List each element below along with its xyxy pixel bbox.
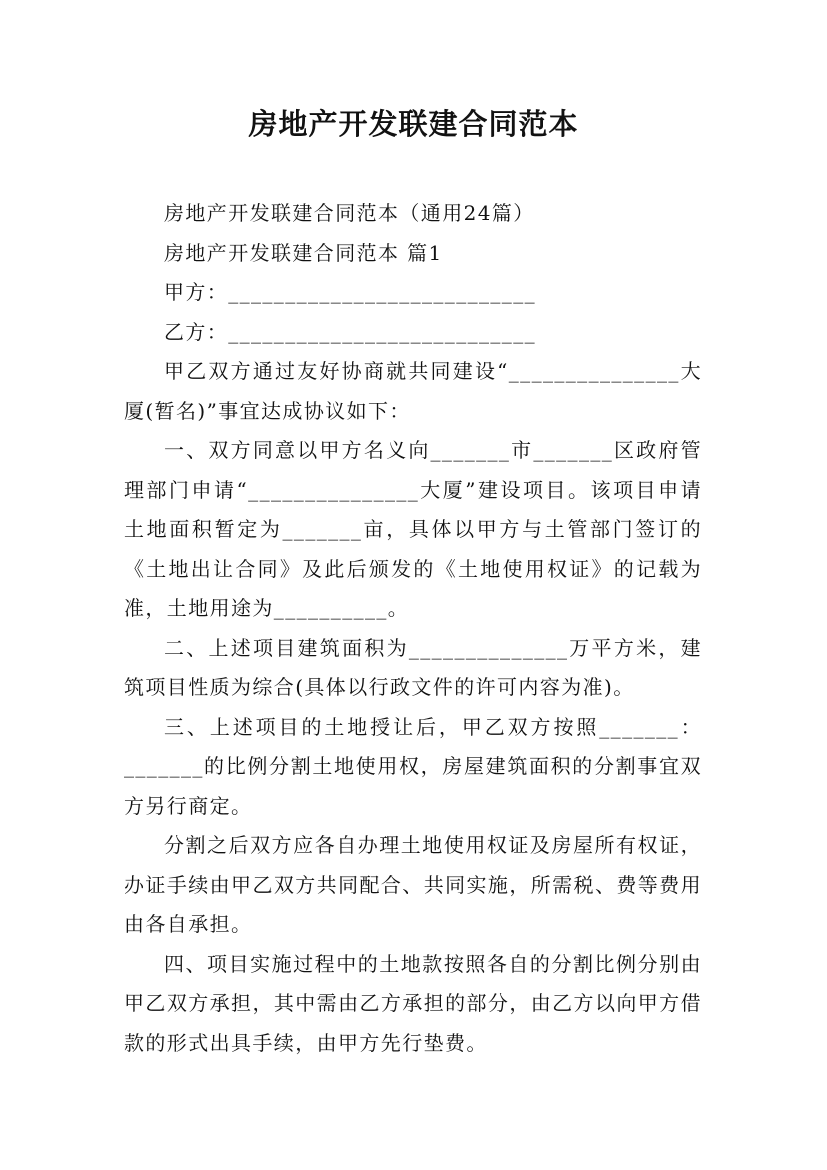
paragraph-clause-4: 四、项目实施过程中的土地款按照各自的分割比例分别由甲乙双方承担，其中需由乙方承担的部分，由乙方以向甲方借款的形式出具手续，由甲方先行垫费。 bbox=[124, 951, 702, 1055]
paragraph-section-heading: 房地产开发联建合同范本 篇1 bbox=[164, 240, 443, 265]
party-a-line: 甲方：___________________________ bbox=[164, 280, 536, 304]
paragraph-clause-1: 一、双方同意以甲方名义向_______市_______区政府管理部门申请“_______________大厦”建设项目。该项目申请土地面积暂定为_______亩，具体以甲方与土管部门签订的《土地出让合同》及此后颁发的《土地使用权证》的记载为准，土地用途为__________。 bbox=[124, 438, 702, 620]
paragraph-clause-2: 二、上述项目建筑面积为______________万平方米，建筑项目性质为综合(具体以行政文件的许可内容为准)。 bbox=[124, 635, 702, 699]
paragraph-clause-3-continued: 分割之后双方应各自办理土地使用权证及房屋所有权证，办证手续由甲乙双方共同配合、共同实施，所需税、费等费用由各自承担。 bbox=[124, 833, 702, 936]
paragraph-intro: 甲乙双方通过友好协商就共同建设“_______________大厦(暂名)”事宜达成协议如下： bbox=[124, 359, 702, 423]
document-title: 房地产开发联建合同范本 bbox=[248, 107, 579, 141]
document-body bbox=[124, 194, 702, 1063]
paragraph-subtitle: 房地产开发联建合同范本（通用24篇） bbox=[164, 201, 535, 225]
party-b-line: 乙方：___________________________ bbox=[164, 319, 536, 344]
paragraph-clause-3: 三、上述项目的土地授让后，甲乙双方按照_______：_______的比例分割土地使用权，房屋建筑面积的分割事宜双方另行商定。 bbox=[124, 714, 702, 818]
